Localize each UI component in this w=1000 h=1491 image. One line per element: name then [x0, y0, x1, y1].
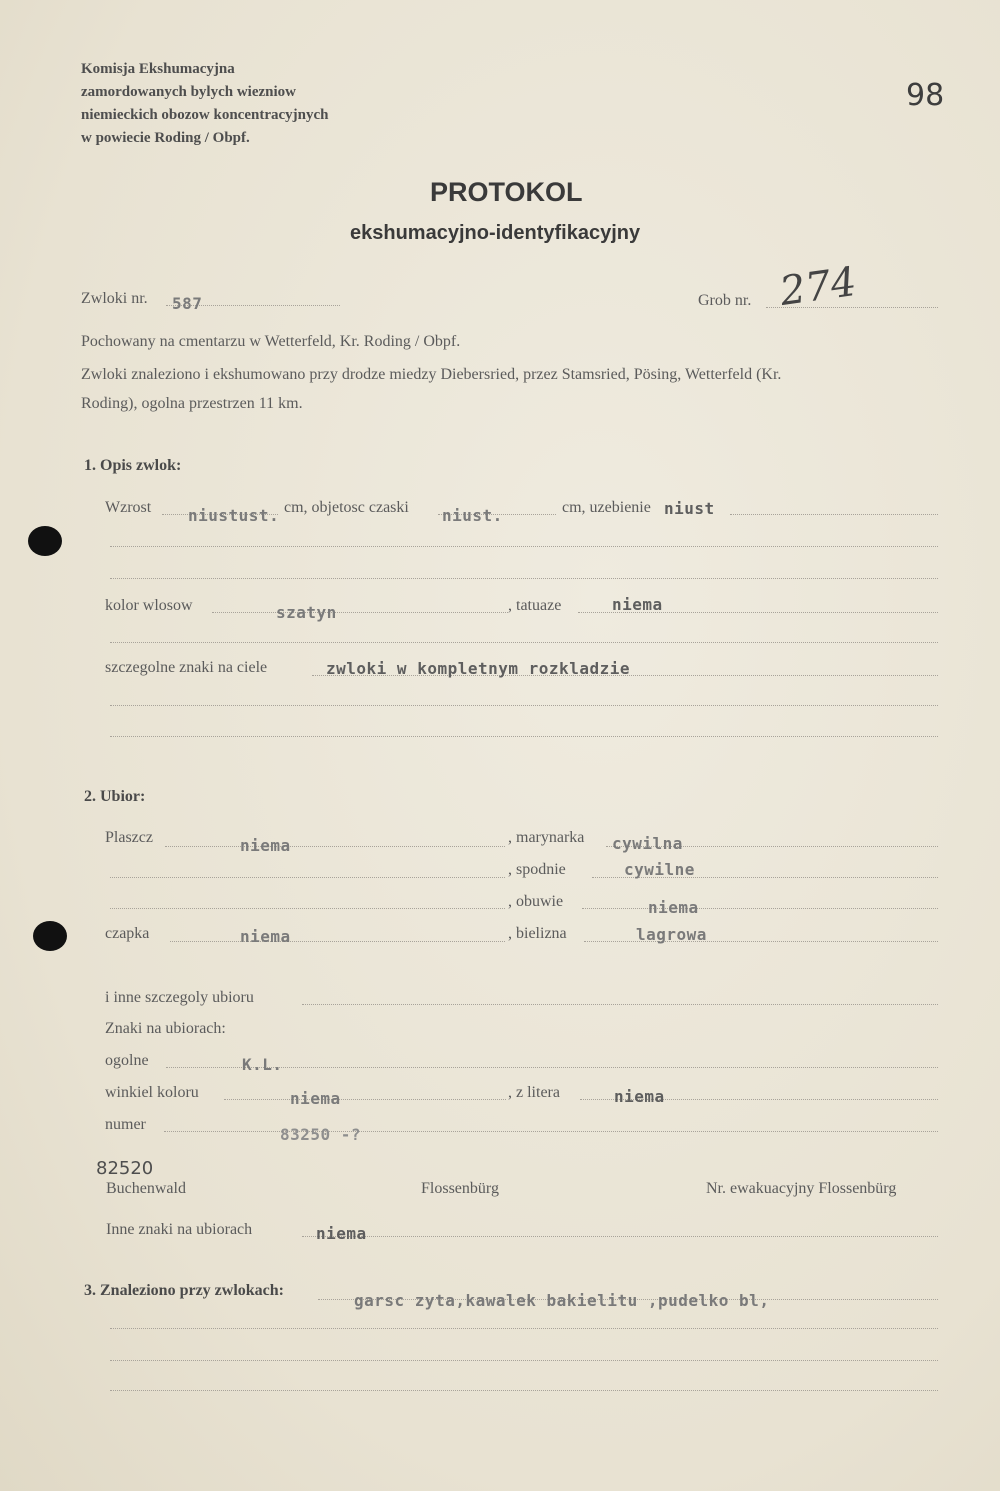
winkiel-koloru-value: niema: [290, 1089, 341, 1108]
found-text-line-1: Zwloki znaleziono i ekshumowano przy drodze miedzy Diebersried, przez Stamsried, Pösing, Wetterfeld (Kr.: [81, 366, 782, 383]
ogolne-label: ogolne: [105, 1052, 149, 1069]
section-1-heading: 1. Opis zwlok:: [84, 457, 182, 474]
winkiel-koloru-label: winkiel koloru: [105, 1084, 199, 1101]
ogolne-value: K.L.: [242, 1055, 283, 1074]
bielizna-label: , bielizna: [508, 925, 567, 942]
bielizna-value: lagrowa: [636, 925, 707, 944]
kolor-wlosow-value: szatyn: [276, 603, 337, 622]
marynarka-label: , marynarka: [508, 829, 585, 846]
punch-hole-bottom: [33, 921, 67, 951]
plaszcz-label: Plaszcz: [105, 829, 153, 846]
flossenburg-label: Flossenbürg: [421, 1180, 499, 1197]
znaki-na-ubiorach-heading: Znaki na ubiorach:: [105, 1020, 226, 1037]
grob-value-handwritten: 274: [777, 258, 860, 316]
szczegolne-znaki-label: szczegolne znaki na ciele: [105, 659, 268, 676]
inne-znaki-value: niema: [316, 1224, 367, 1243]
uzebienie-value: niust: [664, 499, 715, 518]
tatuaze-value: niema: [612, 595, 663, 614]
section-3-heading: 3. Znaleziono przy zwlokach:: [84, 1282, 284, 1299]
header-line-1: Komisja Ekshumacyjna: [81, 61, 235, 77]
buried-text: Pochowany na cmentarzu w Wetterfeld, Kr. Roding / Obpf.: [81, 333, 461, 350]
czapka-value: niema: [240, 927, 291, 946]
numer-label: numer: [105, 1116, 146, 1133]
grob-label: Grob nr.: [698, 292, 752, 309]
czapka-label: czapka: [105, 925, 150, 942]
kolor-wlosow-label: kolor wlosow: [105, 597, 193, 614]
marynarka-value: cywilna: [612, 834, 683, 853]
szczegolne-znaki-value: zwloki w kompletnym rozkladzie: [326, 659, 630, 678]
header-line-2: zamordowanych bylych wiezniow: [81, 84, 296, 100]
inne-znaki-label: Inne znaki na ubiorach: [106, 1221, 253, 1238]
czaska-value: niust.: [442, 506, 503, 525]
z-litera-label: , z litera: [508, 1084, 560, 1101]
spodnie-value: cywilne: [624, 860, 695, 879]
punch-hole-top: [28, 526, 62, 556]
found-text-line-2: Roding), ogolna przestrzen 11 km.: [81, 395, 303, 412]
page-number: 98: [906, 78, 945, 113]
header-line-4: w powiecie Roding / Obpf.: [81, 130, 250, 146]
zwloki-value: 587: [172, 294, 203, 313]
cm-objetosc-label: cm, objetosc czaski: [284, 499, 409, 516]
z-litera-value: niema: [614, 1087, 665, 1106]
wzrost-value: niustust.: [188, 506, 280, 525]
plaszcz-value: niema: [240, 836, 291, 855]
numer-value: 83250 -?: [280, 1125, 362, 1144]
tatuaze-label: , tatuaze: [508, 597, 562, 614]
document-title: PROTOKOL: [430, 177, 583, 207]
wzrost-label: Wzrost: [105, 499, 152, 516]
obuwie-label: , obuwie: [508, 893, 564, 910]
buchenwald-label: Buchenwald: [106, 1180, 186, 1197]
obuwie-value: niema: [648, 898, 699, 917]
section-2-heading: 2. Ubior:: [84, 788, 146, 805]
inne-szczegoly-label: i inne szczegoly ubioru: [105, 989, 254, 1006]
spodnie-label: , spodnie: [508, 861, 566, 878]
zwloki-label: Zwloki nr.: [81, 290, 148, 307]
header-line-3: niemieckich obozow koncentracyjnych: [81, 107, 329, 123]
document-subtitle: ekshumacyjno-identyfikacyjny: [350, 222, 641, 244]
buchenwald-number: 82520: [96, 1158, 154, 1179]
cm-uzebienie-label: cm, uzebienie: [562, 499, 651, 516]
nr-ewakuacyjny-label: Nr. ewakuacyjny Flossenbürg: [706, 1180, 897, 1197]
section-3-value: garsc zyta,kawalek bakielitu ,pudelko bl,: [354, 1291, 770, 1310]
